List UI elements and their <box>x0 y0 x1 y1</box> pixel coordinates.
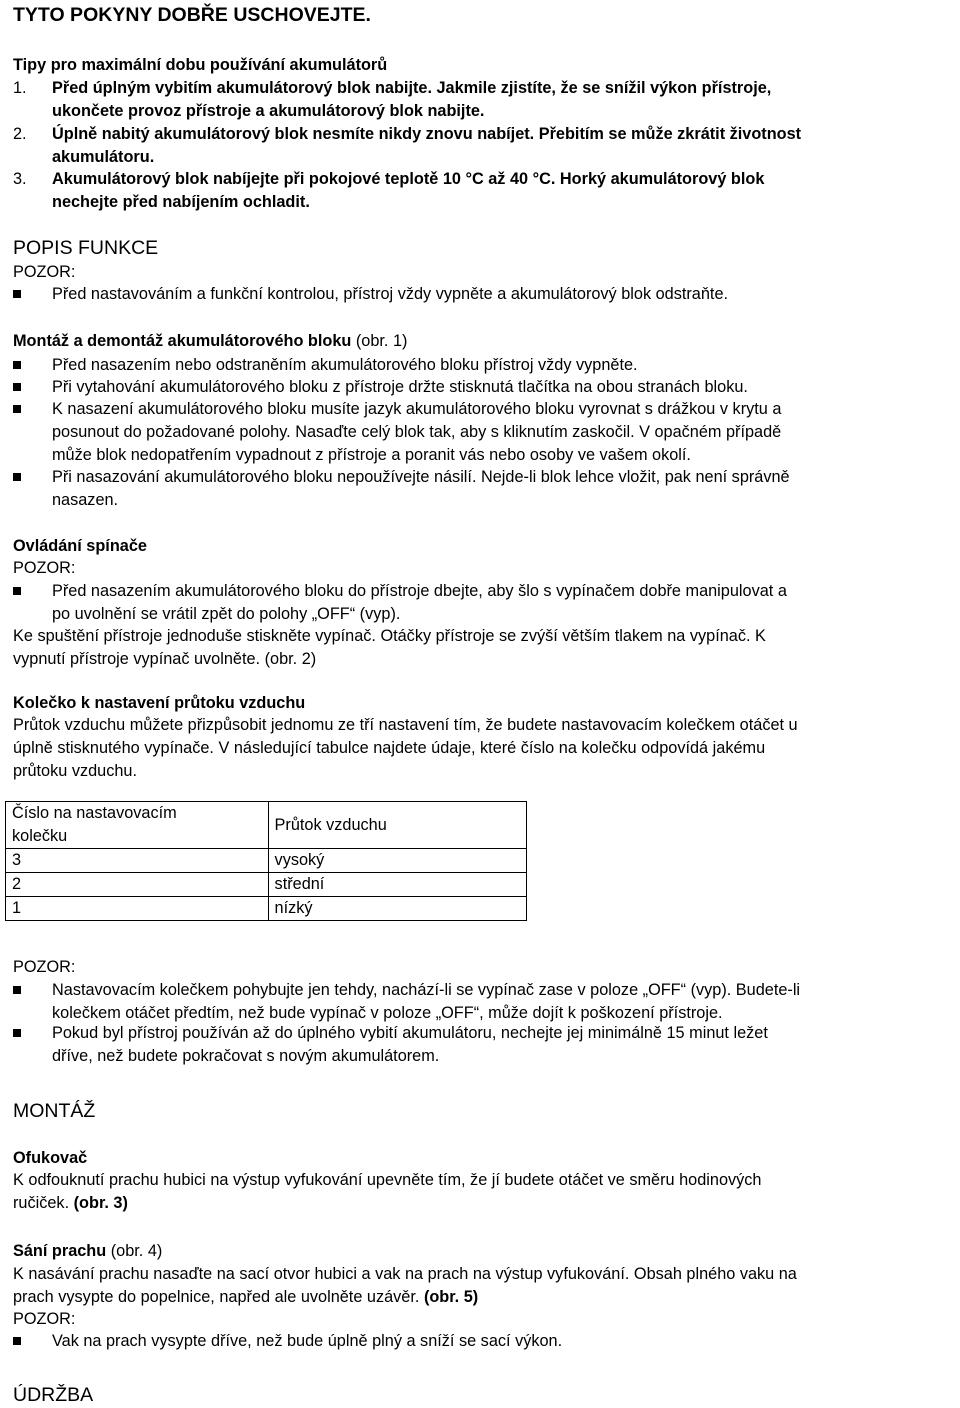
tip-3-line-2: nechejte před nabíjením ochladit. <box>52 193 310 211</box>
pozor2-bullet-1-line-1: Nastavovacím kolečkem pohybujte jen tehdy, nachází-li se vypínač zase v poloze „OFF“ (vyp). Budete-li <box>52 981 801 999</box>
bullet-marker <box>13 361 21 369</box>
kolecko-paragraph <box>13 714 950 783</box>
pozor2-bullet-2-line-1: Pokud byl přístroj používán až do úplného vybití akumulátoru, nechejte jej minimálně 15 minut ležet <box>52 1024 768 1042</box>
document-title: TYTO POKYNY DOBŘE USCHOVEJTE. <box>13 4 371 26</box>
tip-1-line-1: Před úplným vybitím akumulátorový blok nabijte. Jakmile zjistíte, že se snížil výkon přístroje, <box>52 79 772 97</box>
sani-ref2: (obr. 5) <box>423 1288 479 1306</box>
pozor2-label: POZOR: <box>13 958 76 976</box>
sani-paragraph <box>13 1263 950 1309</box>
montaz-bloku-ref: (obr. 1) <box>355 332 408 350</box>
kolecko-paragraph-line-1: Průtok vzduchu můžete přizpůsobit jednomu ze tří nastavení tím, že budete nastavovacím kolečkem otáčet u <box>13 716 798 734</box>
bullet-marker <box>13 473 21 481</box>
table-header-cell-number <box>6 802 269 849</box>
montaz-bloku-bullet-2: Při vytahování akumulátorového bloku z přístroje držte stisknutá tlačítka na obou stranách bloku. <box>52 378 748 396</box>
bullet-marker <box>13 383 21 391</box>
montaz-bloku-bullet-3 <box>52 398 950 467</box>
sani-pozor-label: POZOR: <box>13 1310 76 1328</box>
popis-heading: POPIS FUNKCE <box>13 237 159 259</box>
montaz-bloku-bullet-4-line-1: Při nasazování akumulátorového bloku nepoužívejte násilí. Nejde-li blok lehce vložit, pak není správně <box>52 468 790 486</box>
table-header-number-line-2: kolečku <box>12 827 68 845</box>
bullet-marker <box>13 1029 21 1037</box>
pozor2-bullet-2 <box>52 1022 950 1068</box>
sani-heading <box>13 1240 162 1263</box>
kolecko-paragraph-line-3: průtoku vzduchu. <box>13 762 137 780</box>
bullet-marker <box>13 405 21 413</box>
table-cell-number: 3 <box>6 849 269 873</box>
ofukovac-paragraph <box>13 1169 950 1215</box>
ofukovac-line-1: K odfouknutí prachu hubici na výstup vyfukování upevněte tím, že jí budete otáčet ve směru hodinových <box>13 1171 762 1189</box>
montaz-bloku-bullet-1: Před nasazením nebo odstraněním akumulátorového bloku přístroj vždy vypněte. <box>52 356 638 374</box>
montaz-bloku-bullet-3-line-2: posunout do požadované polohy. Nasaďte celý blok tak, aby s kliknutím zaskočil. V opačném případě <box>52 423 782 441</box>
tip-text-2 <box>52 123 958 169</box>
tip-1-line-2: ukončete provoz přístroje a akumulátorový blok nabijte. <box>52 102 485 120</box>
tip-number-3: 3. <box>13 170 27 188</box>
tip-3-line-1: Akumulátorový blok nabíjejte při pokojové teplotě 10 °C až 40 °C. Horký akumulátorový blok <box>52 170 765 188</box>
tips-heading: Tipy pro maximální dobu používání akumulátorů <box>13 56 388 74</box>
table-row <box>6 897 527 921</box>
tip-2-line-2: akumulátoru. <box>52 148 155 166</box>
sani-bullet: Vak na prach vysypte dříve, než bude úplně plný a sníží se sací výkon. <box>52 1332 563 1350</box>
bullet-marker <box>13 1337 21 1345</box>
montaz-bloku-heading <box>13 330 407 353</box>
tip-number-1: 1. <box>13 79 27 97</box>
table-header-number-line-1: Číslo na nastavovacím <box>12 804 177 822</box>
table-cell-number: 2 <box>6 873 269 897</box>
montaz-heading: MONTÁŽ <box>13 1100 96 1122</box>
spinac-heading: Ovládání spínače <box>13 537 147 555</box>
udrzba-heading: ÚDRŽBA <box>13 1384 94 1406</box>
bullet-marker <box>13 587 21 595</box>
sani-heading-text: Sání prachu <box>13 1242 107 1260</box>
popis-pozor-label: POZOR: <box>13 263 76 281</box>
airflow-table <box>5 801 527 921</box>
tip-text-3 <box>52 168 958 214</box>
table-row <box>6 849 527 873</box>
spinac-bullet <box>52 580 950 626</box>
spinac-paragraph-line-1: Ke spuštění přístroje jednoduše stiskněte vypínač. Otáčky přístroje se zvýší větším tlakem na vypínač. K <box>13 627 766 645</box>
pozor2-bullet-1-line-2: kolečkem otáčet předtím, než bude vypínač v poloze „OFF“, může dojít k poškození přístroje. <box>52 1004 723 1022</box>
spinac-paragraph <box>13 625 950 671</box>
table-cell-flow: vysoký <box>268 849 526 873</box>
kolecko-paragraph-line-2: úplně stisknutého vypínače. V následující tabulce najdete údaje, které číslo na kolečku odpovídá jakému <box>13 739 766 757</box>
sani-ref: (obr. 4) <box>110 1242 163 1260</box>
montaz-bloku-bullet-4 <box>52 466 950 512</box>
montaz-bloku-bullet-4-line-2: nasazen. <box>52 491 119 509</box>
montaz-bloku-bullet-3-line-3: může blok nedopatřením vypadnout z přístroje a poranit vás nebo osoby ve vašem okolí. <box>52 446 691 464</box>
popis-bullet: Před nastavováním a funkční kontrolou, přístroj vždy vypněte a akumulátorový blok odstraňte. <box>52 285 729 303</box>
tip-text-1 <box>52 77 958 123</box>
table-header-cell-flow: Průtok vzduchu <box>268 802 526 849</box>
bullet-marker <box>13 290 21 298</box>
montaz-bloku-bullet-3-line-1: K nasazení akumulátorového bloku musíte jazyk akumulátorového bloku vyrovnat s drážkou v krytu a <box>52 400 782 418</box>
montaz-bloku-heading-text: Montáž a demontáž akumulátorového bloku <box>13 332 352 350</box>
pozor2-bullet-1 <box>52 979 950 1025</box>
spinac-pozor-label: POZOR: <box>13 559 76 577</box>
table-cell-number: 1 <box>6 897 269 921</box>
sani-line-1: K nasávání prachu nasaďte na sací otvor hubici a vak na prach na výstup vyfukování. Obsah plného vaku na <box>13 1265 797 1283</box>
bullet-marker <box>13 986 21 994</box>
spinac-paragraph-line-2: vypnutí přístroje vypínač uvolněte. (obr. 2) <box>13 650 317 668</box>
table-cell-flow: nízký <box>268 897 526 921</box>
table-cell-flow: střední <box>268 873 526 897</box>
tip-2-line-1: Úplně nabitý akumulátorový blok nesmíte nikdy znovu nabíjet. Přebitím se může zkrátit životnost <box>52 125 802 143</box>
kolecko-heading: Kolečko k nastavení průtoku vzduchu <box>13 694 306 712</box>
ofukovac-line-2: ručiček. <box>13 1194 70 1212</box>
tip-number-2: 2. <box>13 125 27 143</box>
table-row <box>6 873 527 897</box>
sani-line-2: prach vysypte do popelnice, napřed ale uvolněte uzávěr. <box>13 1288 420 1306</box>
spinac-bullet-line-1: Před nasazením akumulátorového bloku do přístroje dbejte, aby šlo s vypínačem dobře manipulovat a <box>52 582 787 600</box>
spinac-bullet-line-2: po uvolnění se vrátil zpět do polohy „OFF“ (vyp). <box>52 605 401 623</box>
pozor2-bullet-2-line-2: dříve, než budete pokračovat s novým akumulátorem. <box>52 1047 440 1065</box>
ofukovac-ref: (obr. 3) <box>73 1194 128 1212</box>
ofukovac-heading: Ofukovač <box>13 1149 88 1167</box>
table-header-row <box>6 802 527 849</box>
